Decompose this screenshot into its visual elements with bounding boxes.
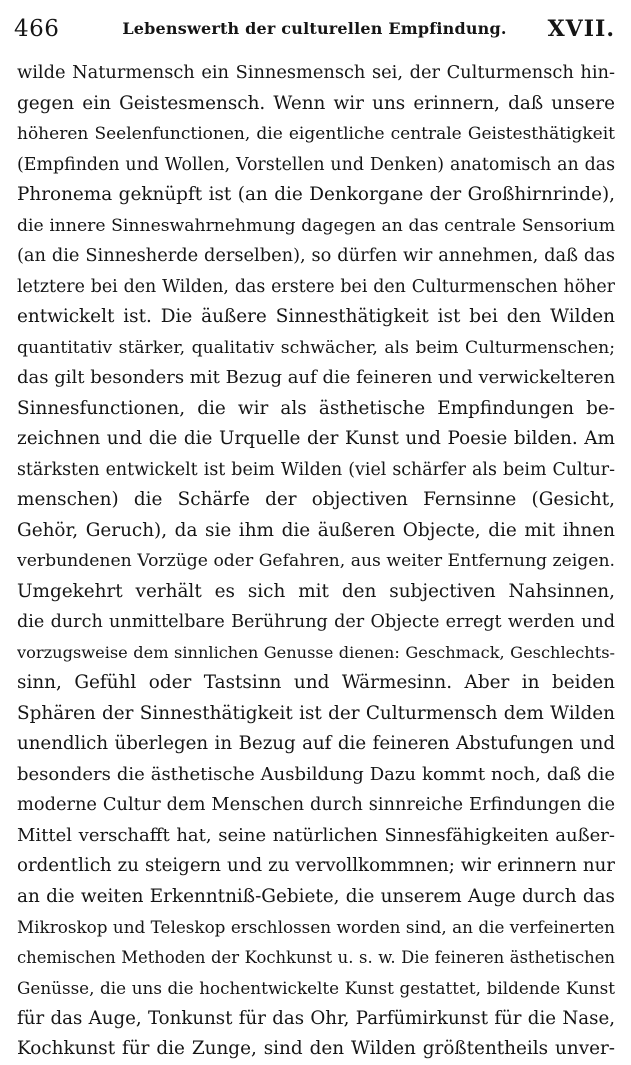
text-line: unendlich überlegen in Bezug auf die feineren Abstufungen und (17, 733, 615, 754)
text-line: höheren Seelenfunctionen, die eigentliche centrale Geistesthätigkeit (17, 124, 615, 144)
text-line: entwickelt ist. Die äußere Sinnesthätigkeit ist bei den Wilden (17, 306, 615, 327)
text-line: letztere bei den Wilden, das erstere bei den Culturmenschen höher (17, 276, 615, 297)
chapter-number: XVII. (547, 16, 615, 42)
text-line: Phronema geknüpft ist (an die Denkorgane der Großhirnrinde), (17, 184, 615, 205)
text-line: vorzugsweise dem sinnlichen Genusse dienen: Geschmack, Geschlechts- (17, 642, 615, 662)
text-line: zeichnen und die die Urquelle der Kunst und Poesie bilden. Am (17, 428, 615, 449)
text-line: menschen) die Schärfe der objectiven Fernsinne (Gesicht, (17, 489, 615, 510)
text-line: Umgekehrt verhält es sich mit den subjectiven Nahsinnen, (17, 580, 615, 602)
text-line: wilde Naturmensch ein Sinnesmensch sei, der Culturmensch hin- (17, 62, 615, 83)
text-line: quantitativ stärker, qualitativ schwächer, als beim Culturmenschen; (17, 337, 615, 358)
text-line: das gilt besonders mit Bezug auf die feineren und verwickelteren (17, 367, 615, 388)
text-line: stärksten entwickelt ist beim Wilden (viel schärfer als beim Cultur- (17, 459, 615, 480)
text-line: die innere Sinneswahrnehmung dagegen an das centrale Sensorium (17, 215, 615, 236)
text-line: für das Auge, Tonkunst für das Ohr, Parfümirkunst für die Nase, (17, 1007, 615, 1029)
text-line: Mikroskop und Teleskop erschlossen worden sind, an die verfeinerten (17, 917, 615, 937)
text-line: Gehör, Geruch), da sie ihm die äußeren Objecte, die mit ihnen (17, 519, 615, 541)
text-line: Sinnesfunctionen, die wir als ästhetische Empfindungen be- (17, 397, 615, 419)
text-line: verbundenen Vorzüge oder Gefahren, aus weiter Entfernung zeigen. (17, 551, 615, 571)
page-number: 466 (14, 16, 60, 42)
body-text (17, 58, 615, 1065)
text-line: Genüsse, die uns die hochentwickelte Kunst gestattet, bildende Kunst (17, 978, 615, 998)
text-line: Mittel verschafft hat, seine natürlichen Sinnesfähigkeiten außer- (17, 824, 615, 846)
text-line: (Empfinden und Wollen, Vorstellen und Denken) anatomisch an das (17, 154, 615, 175)
text-line: gegen ein Geistesmensch. Wenn wir uns erinnern, daß unsere (17, 92, 615, 114)
text-line: (an die Sinnesherde derselben), so dürfen wir annehmen, daß das (17, 245, 615, 266)
text-line: Sphären der Sinnesthätigkeit ist der Culturmensch dem Wilden (17, 702, 615, 724)
text-line: ordentlich zu steigern und zu vervollkommnen; wir erinnern nur (17, 855, 615, 876)
text-line: Kochkunst für die Zunge, sind den Wilden größtentheils unver- (17, 1038, 615, 1059)
running-title: Lebenswerth der culturellen Empfindung. (122, 19, 507, 38)
text-line: besonders die ästhetische Ausbildung Dazu kommt noch, daß die (17, 763, 615, 785)
text-line: die durch unmittelbare Berührung der Objecte erregt werden und (17, 612, 615, 632)
text-line: moderne Cultur dem Menschen durch sinnreiche Erfindungen die (17, 794, 615, 815)
text-line: sinn, Gefühl oder Tastsinn und Wärmesinn. Aber in beiden (17, 672, 615, 693)
text-line: an die weiten Erkenntniß-Gebiete, die unserem Auge durch das (17, 885, 615, 907)
page-header (14, 12, 615, 46)
text-line: chemischen Methoden der Kochkunst u. s. w. Die feineren ästhetischen (17, 947, 615, 967)
